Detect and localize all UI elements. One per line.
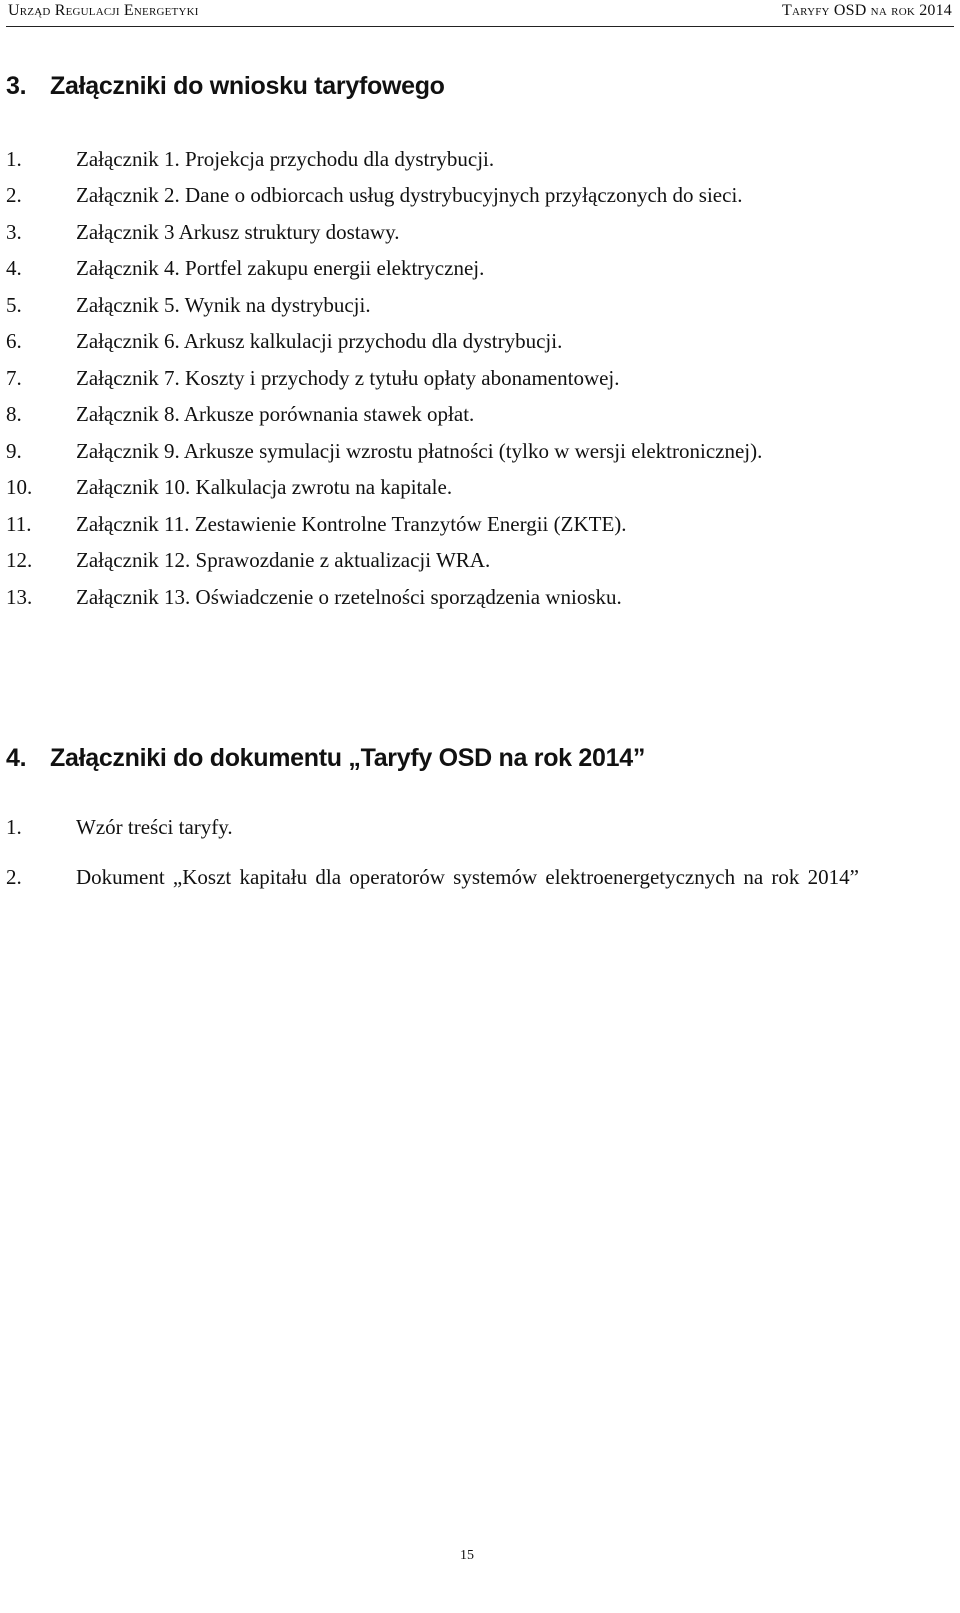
- list-item-number: 3.: [6, 219, 22, 244]
- section-4-title: Załączniki do dokumentu „Taryfy OSD na rok 2014”: [50, 744, 646, 772]
- list-item-text: Załącznik 11. Zestawienie Kontrolne Tranzytów Energii (ZKTE).: [76, 511, 627, 536]
- list-item-number: 7.: [6, 365, 22, 390]
- list-item: [6, 287, 936, 324]
- list-item: [6, 470, 936, 507]
- list-item-number: 8.: [6, 402, 22, 427]
- list-item-text: Załącznik 6. Arkusz kalkulacji przychodu dla dystrybucji.: [76, 329, 563, 354]
- list-item-number: 2.: [6, 183, 22, 208]
- section-4-heading: [6, 744, 645, 773]
- list-item: [6, 251, 936, 288]
- section-3-heading: [6, 72, 445, 101]
- list-item: [6, 543, 936, 580]
- list-item-text: Załącznik 2. Dane o odbiorcach usług dystrybucyjnych przyłączonych do sieci.: [76, 183, 743, 208]
- list-item-number: 6.: [6, 329, 22, 354]
- header-document-title: Taryfy OSD na rok 2014: [782, 2, 952, 19]
- section-3-number: 3.: [6, 72, 27, 100]
- list-item-text: Załącznik 9. Arkusze symulacji wzrostu płatności (tylko w wersji elektronicznej).: [76, 438, 763, 463]
- list-item: [6, 433, 936, 470]
- list-item: [6, 506, 936, 543]
- list-item-text: Załącznik 5. Wynik na dystrybucji.: [76, 292, 371, 317]
- section-4-list: [6, 808, 936, 895]
- list-item: [6, 214, 936, 251]
- list-item-text: Załącznik 1. Projekcja przychodu dla dystrybucji.: [76, 146, 495, 171]
- list-item-number: 9.: [6, 438, 22, 463]
- list-item: [6, 178, 936, 215]
- list-item-text: Załącznik 4. Portfel zakupu energii elektrycznej.: [76, 256, 485, 281]
- list-item: [6, 397, 936, 434]
- list-item: [6, 579, 936, 616]
- section-3-title: Załączniki do wniosku taryfowego: [50, 72, 445, 100]
- list-item-number: 11.: [6, 511, 32, 536]
- list-item: [6, 141, 936, 178]
- page-number: 15: [460, 1548, 474, 1563]
- list-item-number: 5.: [6, 292, 22, 317]
- list-item-text: Dokument „Koszt kapitału dla operatorów systemów elektroenergetycznych na rok 2014”: [76, 865, 859, 889]
- list-item-text: Wzór treści taryfy.: [76, 814, 233, 839]
- list-item-number: 2.: [6, 865, 22, 889]
- list-item-number: 13.: [6, 584, 33, 609]
- list-item-text: Załącznik 8. Arkusze porównania stawek opłat.: [76, 402, 475, 427]
- list-item: [6, 808, 936, 846]
- list-item: [6, 324, 936, 361]
- header-organization: Urząd Regulacji Energetyki: [8, 2, 199, 19]
- page-header: [6, 0, 954, 27]
- section-4-number: 4.: [6, 744, 27, 772]
- list-item-text: Załącznik 10. Kalkulacja zwrotu na kapitale.: [76, 475, 453, 500]
- section-3-list: [6, 141, 936, 616]
- list-item: [6, 360, 936, 397]
- list-item-text: Załącznik 7. Koszty i przychody z tytułu opłaty abonamentowej.: [76, 365, 620, 390]
- list-item: [6, 860, 936, 895]
- list-item-number: 1.: [6, 146, 22, 171]
- list-item-number: 4.: [6, 256, 22, 281]
- list-item-text: Załącznik 13. Oświadczenie o rzetelności sporządzenia wniosku.: [76, 584, 622, 609]
- list-item-text: Załącznik 3 Arkusz struktury dostawy.: [76, 219, 400, 244]
- list-item-number: 10.: [6, 475, 33, 500]
- list-item-number: 1.: [6, 814, 22, 839]
- list-item-number: 12.: [6, 548, 33, 573]
- list-item-text: Załącznik 12. Sprawozdanie z aktualizacji WRA.: [76, 548, 491, 573]
